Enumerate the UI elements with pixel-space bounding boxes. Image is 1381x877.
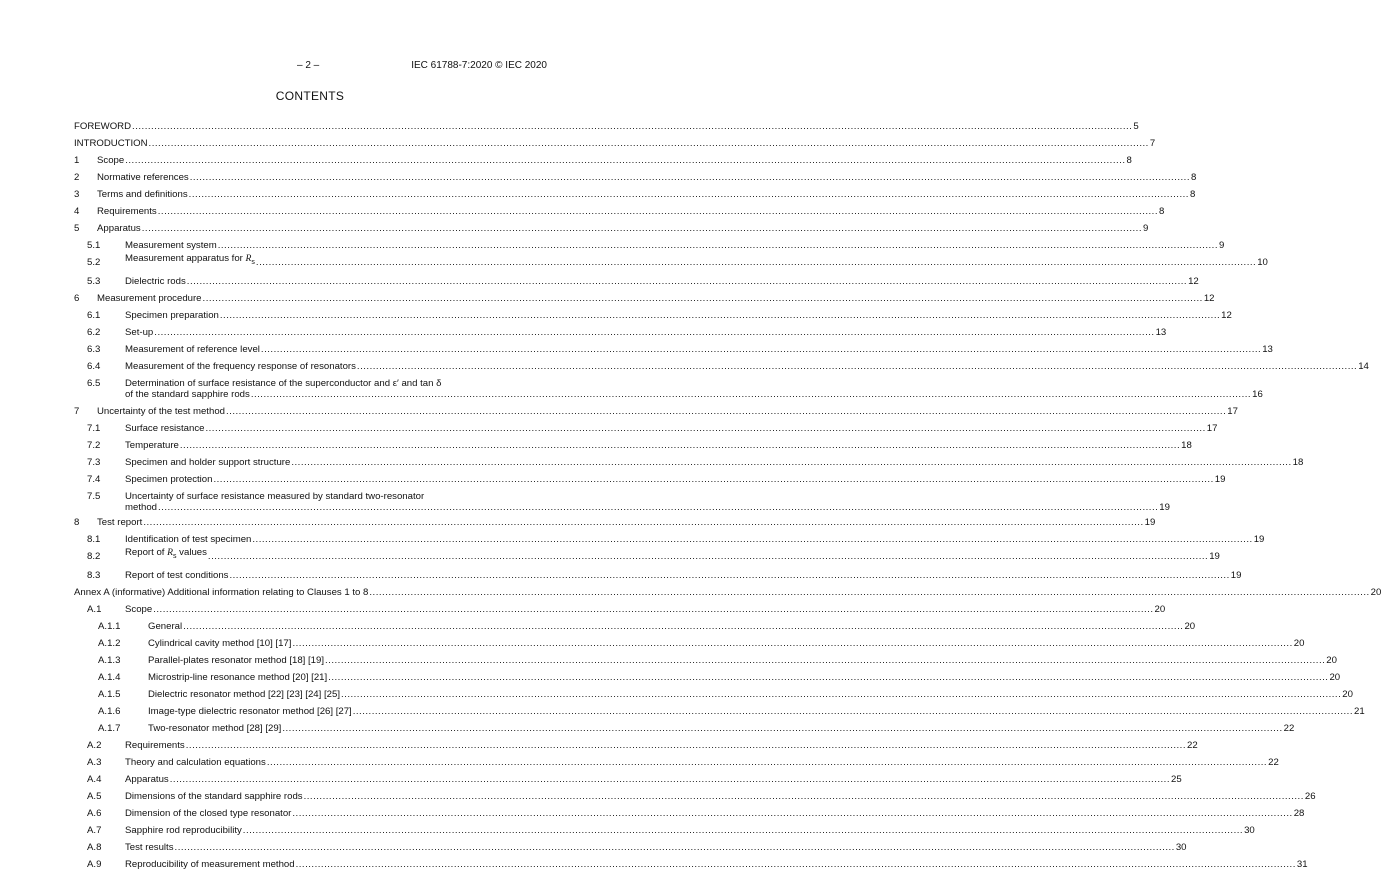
dot-leader (220, 310, 1220, 321)
toc-entry-title-text: Microstrip-line resonance method [20] [21] (148, 672, 328, 683)
toc-entry-number: A.2 (87, 740, 102, 751)
toc-page-number: 25 (1171, 774, 1182, 785)
toc-page-number: 12 (1203, 293, 1215, 304)
toc-page-number: 17 (1206, 423, 1218, 434)
toc-entry-title-text: Report of test conditions (125, 570, 229, 581)
toc-symbol-subscript: s (251, 259, 255, 266)
toc-entry-title-line1: Uncertainty of surface resistance measured by standard two-resonator (125, 491, 425, 502)
toc-entry-title-text: Report of (125, 547, 168, 559)
dot-leader (180, 440, 1180, 451)
toc-entry-title (148, 706, 352, 717)
toc-page-number: 22 (1187, 740, 1198, 751)
toc-entry-title-text: Set-up (125, 327, 154, 338)
toc-entry-number: A.3 (87, 757, 102, 768)
toc-entry-title-text: General (148, 621, 183, 632)
toc-entry-number: 8.1 (87, 534, 101, 545)
toc-entry-title-text: Specimen and holder support structure (125, 457, 291, 468)
toc-entry-number: 6.3 (87, 344, 101, 355)
toc-entry[interactable] (74, 189, 1196, 200)
toc-entry-number: 5.1 (87, 240, 101, 251)
dot-leader (158, 206, 1158, 217)
toc-entry-number: A.1.2 (98, 638, 121, 649)
toc-page-number: 8 (1189, 189, 1196, 200)
toc-entry[interactable] (74, 253, 1268, 268)
dot-leader (328, 672, 1328, 683)
dot-leader (190, 172, 1190, 183)
toc-page-number: 20 (1293, 638, 1305, 649)
toc-entry-number: A.8 (87, 842, 102, 853)
toc-page-number: 20 (1184, 621, 1196, 632)
toc-entry-number: 7.5 (87, 491, 101, 502)
dot-leader (175, 842, 1175, 853)
toc-page-number: 30 (1244, 825, 1255, 836)
toc-page-number: 5 (1133, 121, 1139, 132)
toc-entry-title (97, 517, 142, 528)
dot-leader (353, 706, 1353, 717)
toc-entry-title-text: Two-resonator method [28] [29] (148, 723, 282, 734)
toc-entry-number: A.9 (87, 859, 102, 870)
toc-entry-title-text: Dimension of the closed type resonator (125, 808, 292, 819)
toc-entry-title-text: Dimensions of the standard sapphire rods (125, 791, 303, 802)
toc-entry[interactable] (74, 534, 1265, 545)
toc-entry[interactable] (74, 361, 1369, 372)
toc-page-number: 19 (1209, 551, 1220, 562)
dot-leader (291, 457, 1291, 468)
toc-entry-title (148, 689, 340, 700)
toc-entry-title-text: Terms and definitions (97, 189, 188, 200)
toc-page-number: 20 (1154, 604, 1166, 615)
toc-entry-number: 6.1 (87, 310, 101, 321)
toc-entry-title (148, 638, 291, 649)
toc-page-number: 8 (1159, 206, 1165, 217)
toc-entry[interactable] (74, 276, 1199, 287)
toc-page-number: 26 (1304, 791, 1316, 802)
toc-entry-title-text: Cylindrical cavity method [10] [17] (148, 638, 292, 649)
toc-entry-title (97, 206, 157, 217)
toc-entry-title-text: Measurement of the frequency response of resonators (125, 361, 356, 372)
toc-entry[interactable] (74, 517, 1156, 528)
toc-page-number: 20 (1326, 655, 1337, 666)
dot-leader (205, 423, 1205, 434)
toc-entry-title (125, 534, 251, 545)
dot-leader (256, 257, 1256, 268)
toc-entry-number: 6.4 (87, 361, 101, 372)
document-reference: IEC 61788-7:2020 © IEC 2020 (411, 60, 547, 71)
dot-leader (218, 240, 1218, 251)
dot-leader (357, 361, 1357, 372)
toc-entry-number: A.5 (87, 791, 102, 802)
toc-page-number: 19 (1230, 570, 1242, 581)
toc-entry-title (125, 757, 266, 768)
toc-page-number: 28 (1293, 808, 1305, 819)
toc-entry-number: 6 (74, 293, 80, 304)
toc-entry-title (125, 791, 303, 802)
toc-entry[interactable] (74, 547, 1220, 562)
dot-leader (369, 587, 1369, 598)
toc-entry-title-text: Reproducibility of measurement method (125, 859, 295, 870)
toc-entry-title (125, 457, 290, 468)
toc-entry-number: A.1.7 (98, 723, 121, 734)
toc-entry-title-text: Test results (125, 842, 174, 853)
dot-leader (158, 502, 1158, 513)
toc-entry-title-text: INTRODUCTION (74, 138, 148, 149)
toc-page-number: 31 (1296, 859, 1308, 870)
toc-entry-number: 7.2 (87, 440, 101, 451)
toc-entry-title (97, 172, 189, 183)
dot-leader (125, 155, 1125, 166)
toc-entry-title (125, 361, 356, 372)
toc-entry-title (125, 825, 242, 836)
toc-entry-number: A.6 (87, 808, 102, 819)
toc-entry-title (125, 740, 185, 751)
toc-entry-title-text: Scope (97, 155, 125, 166)
toc-entry-title (125, 423, 204, 434)
toc-page-number: 10 (1257, 257, 1268, 268)
toc-entry-number: 6.5 (87, 378, 101, 389)
toc-entry[interactable] (74, 378, 1263, 400)
toc-page-number: 22 (1268, 757, 1279, 768)
dot-leader (183, 621, 1183, 632)
toc-entry[interactable] (74, 689, 1353, 700)
toc-entry-title (125, 774, 169, 785)
toc-entry[interactable] (74, 240, 1225, 251)
toc-entry-title (97, 189, 188, 200)
toc-entry-title-text: Test report (97, 517, 143, 528)
toc-entry-title-text: Parallel-plates resonator method [18] [19] (148, 655, 324, 666)
toc-entry-number: A.1.4 (98, 672, 121, 683)
toc-entry-number: 7.4 (87, 474, 101, 485)
toc-entry[interactable] (74, 808, 1305, 819)
toc-page-number: 19 (1214, 474, 1226, 485)
dot-leader (304, 791, 1304, 802)
toc-entry[interactable] (74, 474, 1226, 485)
toc-entry-title (74, 138, 148, 149)
toc-entry[interactable] (74, 172, 1197, 183)
toc-entry[interactable] (74, 155, 1132, 166)
dot-leader (252, 534, 1252, 545)
dot-leader (186, 740, 1186, 751)
dot-leader (170, 774, 1170, 785)
toc-page-number: 13 (1155, 327, 1167, 338)
toc-entry-title-text: Measurement apparatus for (125, 253, 246, 265)
toc-page-number: 8 (1126, 155, 1132, 166)
dot-leader (213, 474, 1213, 485)
toc-page-number: 14 (1358, 361, 1369, 372)
toc-entry-number: 4 (74, 206, 80, 217)
toc-entry-number: 5.3 (87, 276, 101, 287)
toc-entry[interactable] (74, 344, 1273, 355)
toc-entry-title-text: Identification of test specimen (125, 534, 252, 545)
toc-entry-title (97, 406, 225, 417)
toc-entry-title (148, 621, 182, 632)
toc-entry[interactable] (74, 223, 1149, 234)
toc-entry[interactable] (74, 570, 1242, 581)
toc-entry[interactable] (74, 406, 1238, 417)
toc-symbol: R (167, 547, 174, 559)
toc-entry[interactable] (74, 842, 1187, 853)
toc-entry[interactable] (74, 757, 1279, 768)
toc-page-number: 16 (1252, 389, 1263, 400)
toc-entry-title (125, 344, 260, 355)
toc-entry-title-text: of the standard sapphire rods (125, 389, 250, 400)
toc-page-number: 18 (1181, 440, 1192, 451)
toc-page-number: 17 (1227, 406, 1238, 417)
toc-entry-title (125, 276, 186, 287)
toc-entry[interactable] (74, 655, 1337, 666)
toc-entry-number: 5 (74, 223, 80, 234)
toc-entry-title (125, 570, 228, 581)
toc-entry-title-text: Measurement procedure (97, 293, 202, 304)
toc-entry-number: 8 (74, 517, 80, 528)
toc-entry-title (125, 327, 153, 338)
toc-entry-number: 3 (74, 189, 80, 200)
dot-leader (143, 517, 1143, 528)
toc-entry-title (125, 859, 295, 870)
toc-entry-number: A.1 (87, 604, 102, 615)
toc-page-number: 8 (1191, 172, 1197, 183)
toc-entry-title (125, 474, 212, 485)
toc-entry-title-text: Measurement of reference level (125, 344, 260, 355)
toc-entry-title-text: Sapphire rod reproducibility (125, 825, 242, 836)
toc-entry-title-text: Dielectric rods (125, 276, 186, 287)
toc-entry-title-text: Surface resistance (125, 423, 205, 434)
toc-entry-title (87, 502, 157, 513)
dot-leader (229, 570, 1229, 581)
toc-entry-title-text: Normative references (97, 172, 189, 183)
toc-page-number: 20 (1370, 587, 1381, 598)
toc-entry-title (125, 310, 219, 321)
toc-entry-number: A.7 (87, 825, 102, 836)
toc-entry[interactable] (74, 774, 1182, 785)
toc-page-number: 7 (1149, 138, 1156, 149)
toc-entry-title-text: Temperature (125, 440, 179, 451)
dot-leader (296, 859, 1296, 870)
toc-entry[interactable] (74, 457, 1304, 468)
toc-entry-title (148, 723, 281, 734)
toc-entry-title-text: Image-type dielectric resonator method [26] [27] (148, 706, 352, 717)
toc-entry-title-suffix: values (176, 547, 207, 559)
dot-leader (226, 406, 1226, 417)
toc-entry[interactable] (74, 638, 1305, 649)
toc-entry-title (97, 293, 202, 304)
toc-entry-number: 6.2 (87, 327, 101, 338)
toc-entry-number: A.1.1 (98, 621, 121, 632)
toc-entry-title (148, 655, 324, 666)
toc-page-number: 21 (1354, 706, 1365, 717)
toc-entry[interactable] (74, 859, 1308, 870)
toc-entry-title (97, 155, 124, 166)
toc-page-number: 22 (1283, 723, 1295, 734)
toc-page-number: 20 (1342, 689, 1353, 700)
toc-entry-number: A.1.5 (98, 689, 121, 700)
toc-entry-number: 7.1 (87, 423, 101, 434)
toc-entry-number: 2 (74, 172, 80, 183)
dot-leader (154, 327, 1154, 338)
toc-entry-title (148, 672, 327, 683)
toc-entry-title-text: Apparatus (97, 223, 141, 234)
toc-entry-title-text: Specimen preparation (125, 310, 219, 321)
toc-symbol: R (245, 253, 252, 265)
toc-page-number: 18 (1292, 457, 1304, 468)
toc-entry-title-text: Apparatus (125, 774, 169, 785)
toc-entry[interactable] (74, 621, 1196, 632)
toc-entry-title-text: Requirements (97, 206, 157, 217)
toc-entry-title (125, 808, 291, 819)
toc-entry[interactable] (74, 121, 1139, 132)
toc-entry-number: A.1.6 (98, 706, 121, 717)
toc-entry[interactable] (74, 791, 1316, 802)
dot-leader (149, 138, 1149, 149)
toc-entry-title-text: Scope (125, 604, 153, 615)
toc-entry-title (125, 440, 179, 451)
dot-leader (292, 808, 1292, 819)
toc-entry-title-text: Uncertainty of the test method (97, 406, 225, 417)
dot-leader (267, 757, 1267, 768)
toc-entry-title-text: Measurement system (125, 240, 217, 251)
toc-entry-number: 5.2 (87, 257, 101, 268)
toc-entry-title-text: method (125, 502, 157, 513)
toc-entry[interactable] (74, 310, 1232, 321)
dot-leader (251, 389, 1251, 400)
toc-entry-title (125, 240, 217, 251)
toc-page-number: 13 (1262, 344, 1273, 355)
dot-leader (325, 655, 1325, 666)
toc-page-number: 19 (1144, 517, 1156, 528)
toc-entry-title-text: Requirements (125, 740, 185, 751)
toc-entry-title-text: Theory and calculation equations (125, 757, 266, 768)
toc-entry-number: 7 (74, 406, 80, 417)
toc-entry[interactable] (74, 825, 1255, 836)
toc-entry-title (125, 842, 174, 853)
toc-entry-title-line1: Determination of surface resistance of the superconductor and ε′ and tan δ (125, 378, 442, 389)
toc-entry[interactable] (74, 423, 1218, 434)
page-number: – 2 – (297, 60, 320, 71)
toc-entry-title (74, 587, 368, 598)
toc-page-number: 12 (1221, 310, 1232, 321)
toc-entry-title (125, 547, 207, 562)
toc-entry-title (125, 604, 152, 615)
toc-entry-number: 7.3 (87, 457, 101, 468)
toc-entry-number: A.4 (87, 774, 102, 785)
toc-entry-title-text: Specimen protection (125, 474, 213, 485)
toc-entry-title-text: Annex A (informative) Additional information relating to Clauses 1 to 8 (74, 587, 369, 598)
dot-leader (203, 293, 1203, 304)
toc-entry[interactable] (74, 672, 1341, 683)
toc-page-number: 30 (1175, 842, 1187, 853)
dot-leader (189, 189, 1189, 200)
toc-page-number: 19 (1159, 502, 1170, 513)
toc-entry[interactable] (74, 706, 1365, 717)
toc-page-number: 12 (1188, 276, 1199, 287)
toc-entry-number: A.1.3 (98, 655, 121, 666)
toc-entry[interactable] (74, 587, 1381, 598)
dot-leader (153, 604, 1153, 615)
toc-page-number: 19 (1253, 534, 1265, 545)
dot-leader (282, 723, 1282, 734)
dot-leader (261, 344, 1261, 355)
toc-entry[interactable] (74, 138, 1156, 149)
dot-leader (142, 223, 1142, 234)
toc-entry[interactable] (74, 293, 1215, 304)
dot-leader (187, 276, 1187, 287)
dot-leader (341, 689, 1341, 700)
toc-symbol-subscript: s (173, 553, 177, 560)
toc-entry[interactable] (74, 723, 1295, 734)
toc-entry-title (87, 389, 250, 400)
toc-entry-title (97, 223, 141, 234)
toc-entry-title (125, 253, 255, 268)
toc-page-number: 20 (1329, 672, 1341, 683)
page-title: CONTENTS (275, 89, 345, 103)
toc-entry[interactable] (74, 491, 1170, 513)
page-header (0, 60, 620, 74)
toc-entry-number: 8.2 (87, 551, 101, 562)
dot-leader (292, 638, 1292, 649)
dot-leader (208, 551, 1208, 562)
dot-leader (132, 121, 1132, 132)
toc-entry[interactable] (74, 327, 1167, 338)
toc-entry[interactable] (74, 604, 1166, 615)
toc-entry-title-text: Dielectric resonator method [22] [23] [24] [25] (148, 689, 340, 700)
toc-entry[interactable] (74, 206, 1165, 217)
toc-entry[interactable] (74, 440, 1192, 451)
toc-entry[interactable] (74, 740, 1198, 751)
toc-page-number: 9 (1143, 223, 1149, 234)
toc-entry-number: 8.3 (87, 570, 101, 581)
toc-page-number: 9 (1219, 240, 1225, 251)
dot-leader (243, 825, 1243, 836)
toc-entry-number: 1 (74, 155, 80, 166)
toc-entry-title-text: FOREWORD (74, 121, 132, 132)
toc-entry-title (74, 121, 131, 132)
